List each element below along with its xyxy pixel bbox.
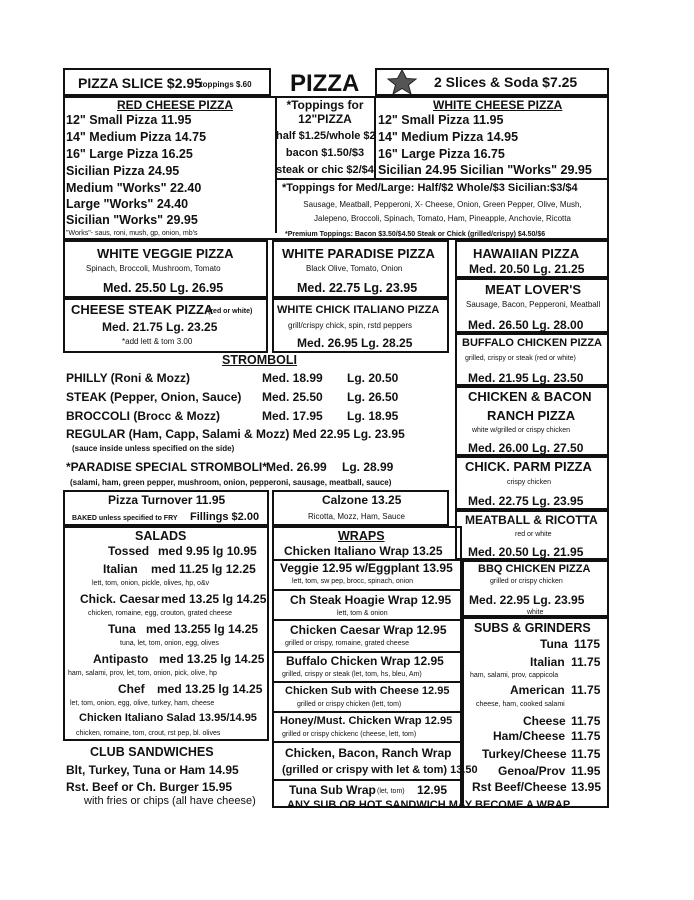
white-chick-desc: grill/crispy chick, spin, rstd peppers — [288, 321, 413, 330]
sub-desc: cheese, ham, cooked salami — [476, 701, 565, 708]
white-chick-price: Med. 26.95 Lg. 28.25 — [297, 336, 413, 350]
stromboli-item-name: STEAK (Pepper, Onion, Sauce) — [66, 390, 242, 404]
paradise-stromboli-desc: (salami, ham, green pepper, mushroom, onion, pepperoni, sausage, meatball, sauce) — [70, 478, 392, 487]
red-cheese-line: Sicilian Pizza 24.95 — [66, 164, 180, 178]
chicken-bacon-title: RANCH PIZZA — [487, 408, 576, 423]
salads-heading: SALADS — [135, 529, 187, 543]
cheese-steak-add: *add lett & tom 3.00 — [122, 337, 193, 346]
toppings12-line: steak or chic $2/$4 — [276, 164, 374, 176]
tuna-sub-wrap: Tuna Sub Wrap — [289, 783, 376, 797]
salad-desc: ham, salami, prov, let, tom, onion, pick, olive, hp — [68, 670, 217, 677]
turnover-fillings: Fillings $2.00 — [190, 511, 260, 523]
salad-price: med 9.95 lg 10.95 — [158, 544, 257, 558]
wrap-desc: grilled or crispy, romaine, grated cheese — [285, 640, 409, 647]
sub-price: 11.75 — [571, 655, 601, 669]
cheese-steak-price: Med. 21.75 Lg. 23.25 — [102, 320, 218, 334]
red-cheese-line: Large "Works" 24.40 — [66, 197, 189, 211]
stromboli-regular-note: (sauce inside unless specified on the side) — [72, 444, 235, 453]
cbr-wrap-desc: (grilled or crispy with let & tom) 13.50 — [282, 764, 478, 776]
chick-parm-desc: crispy chicken — [507, 479, 551, 486]
cheese-steak-note: (red or white) — [208, 308, 253, 315]
salad-name: Chick. Caesar — [80, 592, 160, 606]
toppings12-line: bacon $1.50/$3 — [285, 147, 365, 159]
wrap-name: Honey/Must. Chicken Wrap 12.95 — [280, 715, 453, 727]
hawaiian-price: Med. 20.50 Lg. 21.25 — [469, 262, 585, 276]
sub-desc: ham, salami, prov, cappicola — [470, 672, 559, 679]
wrap-desc: lett, tom, sw pep, brocc, spinach, onion — [292, 578, 414, 585]
divider — [272, 711, 462, 713]
toppings-ml-line: Sausage, Meatball, Pepperoni, X- Cheese, Onion, Green Pepper, Olive, Mush, — [303, 200, 582, 209]
chicken-italiano-salad: Chicken Italiano Salad 13.95/14.95 — [79, 712, 257, 724]
wrap-name: Ch Steak Hoagie Wrap 12.95 — [290, 593, 452, 607]
sub-price: 11.95 — [571, 764, 601, 778]
bbq-sub: white — [527, 609, 544, 616]
stromboli-item-lg: Lg. 20.50 — [347, 371, 399, 385]
meatball-ricotta-desc: red or white — [515, 531, 552, 538]
salad-desc: let, tom, onion, egg, olive, turkey, ham, cheese — [70, 700, 215, 707]
buffalo-desc: grilled, crispy or steak (red or white) — [465, 355, 576, 362]
salad-name: Antipasto — [93, 652, 149, 666]
divider — [272, 681, 462, 683]
club-note: with fries or chips (all have cheese) — [84, 795, 256, 807]
stromboli-item-lg: Lg. 18.95 — [347, 409, 399, 423]
salad-price: med 11.25 lg 12.25 — [151, 562, 256, 576]
sub-name: Turkey/Cheese — [482, 747, 567, 761]
hawaiian-title: HAWAIIAN PIZZA — [473, 246, 580, 261]
sub-price: 1175 — [574, 637, 601, 651]
calzone-desc: Ricotta, Mozz, Ham, Sauce — [308, 512, 405, 521]
tuna-sub-wrap-price: 12.95 — [417, 783, 448, 797]
sub-price: 11.75 — [571, 714, 601, 728]
red-cheese-line: 16" Large Pizza 16.25 — [66, 147, 193, 161]
white-veggie-price: Med. 25.50 Lg. 26.95 — [103, 281, 224, 295]
wrap-name: Chicken Italiano Wrap 13.25 — [284, 544, 443, 558]
sub-price: 13.95 — [571, 780, 602, 794]
divider — [275, 178, 609, 180]
stromboli-item-name: PHILLY (Roni & Mozz) — [66, 371, 190, 385]
slice-toppings-price: toppings $.60 — [200, 80, 252, 89]
divider — [272, 619, 462, 621]
wrap-desc: grilled or crispy chickenc (cheese, lett, tom) — [282, 731, 417, 738]
white-cheese-line: 12" Small Pizza 11.95 — [378, 113, 504, 127]
wrap-name: Veggie 12.95 w/Eggplant 13.95 — [280, 561, 453, 575]
stromboli-item-name: BROCCOLI (Brocc & Mozz) — [66, 409, 220, 423]
red-cheese-heading: RED CHEESE PIZZA — [117, 98, 234, 112]
wrap-name: Buffalo Chicken Wrap 12.95 — [286, 654, 444, 668]
paradise-stromboli: *PARADISE SPECIAL STROMBOLI* — [66, 460, 267, 474]
cheese-steak-title: CHEESE STEAK PIZZA — [71, 302, 214, 317]
salad-desc: chicken, romaine, egg, crouton, grated cheese — [88, 610, 232, 617]
salad-desc: tuna, let, tom, onion, egg, olives — [120, 640, 219, 647]
salad-price: med 13.25 lg 14.25 — [161, 592, 267, 606]
tuna-sub-wrap-note: (let, tom) — [377, 788, 405, 795]
meatball-ricotta-title: MEATBALL & RICOTTA — [465, 513, 598, 527]
stromboli-heading: STROMBOLI — [222, 353, 297, 367]
toppings12-heading: 12"PIZZA — [298, 112, 352, 126]
club-line: Blt, Turkey, Tuna or Ham 14.95 — [66, 763, 239, 777]
meat-lovers-price: Med. 26.50 Lg. 28.00 — [468, 318, 584, 332]
salad-price: med 13.25 lg 14.25 — [159, 652, 265, 666]
sub-name: Tuna — [540, 637, 568, 651]
wrap-desc: grilled, crispy or steak (let, tom, hs, bleu, Am) — [282, 671, 422, 678]
wrap-footer: ANY SUB OR HOT SANDWICH MAY BECOME A WRAP — [287, 799, 571, 811]
club-line: Rst. Beef or Ch. Burger 15.95 — [66, 780, 233, 794]
toppings-ml-line: Jalepeno, Broccoli, Spinach, Tomato, Ham, Pineapple, Anchovie, Ricotta — [314, 214, 571, 223]
slices-soda-deal: 2 Slices & Soda $7.25 — [434, 74, 578, 90]
chick-parm-title: CHICK. PARM PIZZA — [465, 459, 592, 474]
club-heading: CLUB SANDWICHES — [90, 745, 214, 759]
salad-price: med 13.25 lg 14.25 — [157, 682, 263, 696]
calzone-title: Calzone 13.25 — [322, 493, 402, 507]
white-cheese-heading: WHITE CHEESE PIZZA — [433, 98, 563, 112]
sub-name: Cheese — [523, 714, 566, 728]
cbr-wrap: Chicken, Bacon, Ranch Wrap — [285, 746, 452, 760]
divider — [272, 651, 462, 653]
wrap-desc: lett, tom & onion — [337, 610, 388, 617]
chick-parm-price: Med. 22.75 Lg. 23.95 — [468, 494, 584, 508]
white-veggie-desc: Spinach, Broccoli, Mushroom, Tomato — [86, 264, 221, 273]
stromboli-item-med: Med. 17.95 — [262, 409, 323, 423]
bbq-price: Med. 22.95 Lg. 23.95 — [469, 593, 585, 607]
meat-lovers-desc: Sausage, Bacon, Pepperoni, Meatball — [466, 300, 601, 309]
stromboli-regular: REGULAR (Ham, Capp, Salami & Mozz) Med 22.95 Lg. 23.95 — [66, 427, 405, 441]
toppings-ml-heading: *Toppings for Med/Large: Half/$2 Whole/$3 Sicilian:$3/$4 — [282, 182, 578, 194]
salad-name: Tuna — [108, 622, 136, 636]
wrap-desc: grilled or crispy chicken (lett, tom) — [297, 701, 402, 708]
salad-desc: lett, tom, onion, pickle, olives, hp, o&v — [92, 580, 210, 587]
red-cheese-line: Medium "Works" 22.40 — [66, 181, 202, 195]
chicken-italiano-salad-desc: chicken, romaine, tom, crout, rst pep, bl. olives — [76, 730, 221, 737]
white-paradise-desc: Black Olive, Tomato, Onion — [306, 264, 403, 273]
sub-name: Italian — [530, 655, 565, 669]
white-cheese-line: 14" Medium Pizza 14.95 — [378, 130, 519, 144]
page-title: PIZZA — [290, 70, 360, 97]
star-icon — [382, 69, 422, 95]
buffalo-title: BUFFALO CHICKEN PIZZA — [462, 337, 602, 349]
sub-name: American — [510, 683, 565, 697]
bbq-title: BBQ CHICKEN PIZZA — [478, 563, 591, 575]
salad-price: med 13.255 lg 14.25 — [146, 622, 259, 636]
sub-name: Ham/Cheese — [493, 729, 566, 743]
turnover-title: Pizza Turnover 11.95 — [108, 493, 226, 507]
red-cheese-line: 12" Small Pizza 11.95 — [66, 113, 192, 127]
wrap-name: Chicken Caesar Wrap 12.95 — [290, 623, 447, 637]
stromboli-item-med: Med. 18.99 — [262, 371, 323, 385]
sub-price: 11.75 — [571, 747, 601, 761]
pizza-slice-price: PIZZA SLICE $2.95 — [78, 75, 202, 91]
meat-lovers-title: MEAT LOVER'S — [485, 282, 582, 297]
bbq-desc: grilled or crispy chicken — [490, 578, 563, 585]
red-cheese-line: 14" Medium Pizza 14.75 — [66, 130, 207, 144]
divider — [272, 741, 462, 743]
chicken-bacon-price: Med. 26.00 Lg. 27.50 — [468, 441, 584, 455]
salad-name: Chef — [118, 682, 145, 696]
salad-name: Tossed — [108, 544, 150, 558]
paradise-stromboli-lg: Lg. 28.99 — [342, 460, 394, 474]
white-paradise-title: WHITE PARADISE PIZZA — [282, 246, 435, 261]
sub-price: 11.75 — [571, 683, 601, 697]
divider — [272, 779, 462, 781]
chicken-bacon-desc: white w/grilled or crispy chicken — [472, 427, 571, 434]
toppings12-heading: *Toppings for — [286, 98, 364, 112]
white-veggie-title: WHITE VEGGIE PIZZA — [97, 246, 234, 261]
red-cheese-line: Sicilian "Works" 29.95 — [66, 213, 198, 227]
white-cheese-line: Sicilian 24.95 Sicilian "Works" 29.95 — [378, 163, 592, 177]
sub-name: Rst Beef/Cheese — [472, 780, 567, 794]
wrap-name: Chicken Sub with Cheese 12.95 — [285, 685, 450, 697]
white-chick-title: WHITE CHICK ITALIANO PIZZA — [277, 304, 440, 316]
stromboli-item-lg: Lg. 26.50 — [347, 390, 399, 404]
divider — [272, 589, 462, 591]
sub-name: Genoa/Prov — [498, 764, 566, 778]
works-note: "Works"- saus, roni, mush, gp, onion, mb's — [66, 230, 198, 237]
sub-price: 11.75 — [571, 729, 601, 743]
chicken-bacon-title: CHICKEN & BACON — [468, 389, 592, 404]
premium-toppings: *Premium Toppings: Bacon $3.50/$4.50 Steak or Chick (grilled/crispy) $4.50/$6 — [285, 231, 546, 238]
buffalo-price: Med. 21.95 Lg. 23.50 — [468, 371, 584, 385]
turnover-baked: BAKED unless specified to FRY — [72, 515, 178, 522]
salad-name: Italian — [103, 562, 138, 576]
white-paradise-price: Med. 22.75 Lg. 23.95 — [297, 281, 418, 295]
white-cheese-line: 16" Large Pizza 16.75 — [378, 147, 505, 161]
stromboli-item-med: Med. 25.50 — [262, 390, 323, 404]
toppings12-line: half $1.25/whole $2 — [276, 130, 376, 142]
wraps-heading: WRAPS — [338, 529, 385, 543]
meatball-ricotta-price: Med. 20.50 Lg. 21.95 — [468, 545, 584, 559]
subs-heading: SUBS & GRINDERS — [474, 621, 591, 635]
paradise-stromboli-med: Med. 26.99 — [266, 460, 327, 474]
